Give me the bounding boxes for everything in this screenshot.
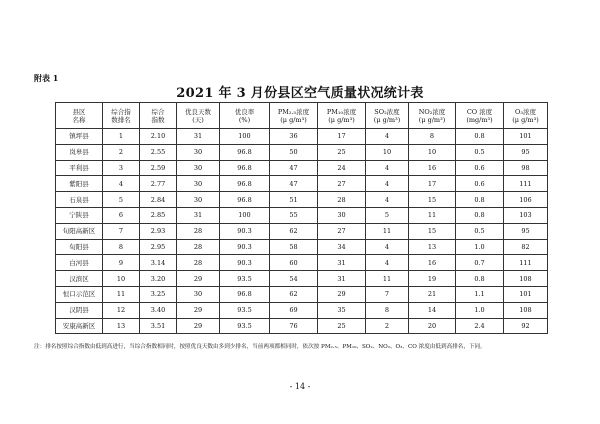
county-name-cell: 紫阳县 <box>56 176 103 192</box>
county-name-cell: 镇坪县 <box>56 129 103 145</box>
table-cell: 13 <box>103 318 140 334</box>
table-cell: 96.8 <box>220 176 270 192</box>
table-cell: 8 <box>409 129 456 145</box>
table-cell: 29 <box>177 271 220 287</box>
table-cell: 16 <box>409 255 456 271</box>
column-header-line1: O₃浓度 <box>515 107 536 116</box>
column-header-line1: PM₂.₅浓度 <box>277 107 310 116</box>
footnote: 注：排名按照综合指数由低到高进行，当综合指数相同时，按照优良天数由多到少排名，当前两项都相同时，依次按 PM₂.₅、PM₁₀、SO₂、NO₂、O₃、CO 浓度由低到高排名，下同。 <box>34 344 486 350</box>
table-cell: 8 <box>366 302 409 318</box>
table-cell: 30 <box>177 160 220 176</box>
table-cell: 30 <box>177 286 220 302</box>
table-cell: 96.8 <box>220 160 270 176</box>
column-header <box>366 103 409 129</box>
table-cell: 50 <box>270 144 318 160</box>
county-name-cell: 汉阴县 <box>56 302 103 318</box>
page-number: - 14 - <box>289 382 311 391</box>
appendix-label: 附表 1 <box>34 73 59 83</box>
table-cell: 96.8 <box>220 144 270 160</box>
table-cell: 103 <box>504 207 548 223</box>
table-cell: 9 <box>103 255 140 271</box>
column-header-line1: CO 浓度 <box>466 107 493 116</box>
table-row <box>56 192 548 208</box>
table-cell: 30 <box>177 176 220 192</box>
table-cell: 2.59 <box>140 160 177 176</box>
table-title: 2021 年 3 月份县区空气质量状况统计表 <box>176 86 424 101</box>
county-name-cell: 安康高新区 <box>56 318 103 334</box>
column-header-line2: 指数 <box>151 115 165 124</box>
header-row <box>56 103 548 129</box>
table-cell: 47 <box>270 160 318 176</box>
table-cell: 2.85 <box>140 207 177 223</box>
table-cell: 28 <box>177 239 220 255</box>
table-cell: 0.8 <box>456 129 504 145</box>
table-cell: 15 <box>409 223 456 239</box>
table-cell: 0.5 <box>456 144 504 160</box>
table-cell: 2.55 <box>140 144 177 160</box>
column-header-line1: NO₂浓度 <box>418 107 446 116</box>
table-cell: 98 <box>504 160 548 176</box>
table-cell: 12 <box>103 302 140 318</box>
county-name-cell: 石泉县 <box>56 192 103 208</box>
table-cell: 31 <box>177 129 220 145</box>
table-cell: 11 <box>366 223 409 239</box>
table-cell: 1.1 <box>456 286 504 302</box>
table-row <box>56 302 548 318</box>
table-cell: 20 <box>409 318 456 334</box>
column-header-line2: (μ g/m³) <box>280 115 307 124</box>
county-name-cell: 平利县 <box>56 160 103 176</box>
county-name-cell: 恒口示范区 <box>56 286 103 302</box>
table-cell: 3.14 <box>140 255 177 271</box>
table-cell: 15 <box>409 192 456 208</box>
table-cell: 93.5 <box>220 271 270 287</box>
table-cell: 0.6 <box>456 176 504 192</box>
table-cell: 0.8 <box>456 271 504 287</box>
table-cell: 2.93 <box>140 223 177 239</box>
table-cell: 2.95 <box>140 239 177 255</box>
table-cell: 17 <box>318 129 366 145</box>
table-cell: 13 <box>409 239 456 255</box>
table-cell: 30 <box>318 207 366 223</box>
table-cell: 96.8 <box>220 286 270 302</box>
column-header-line1: 优良天数 <box>185 107 211 116</box>
table-cell: 4 <box>366 239 409 255</box>
table-row <box>56 271 548 287</box>
column-header <box>456 103 504 129</box>
table-cell: 24 <box>318 160 366 176</box>
table-cell: 31 <box>318 255 366 271</box>
table-row <box>56 318 548 334</box>
table-row <box>56 176 548 192</box>
table-cell: 14 <box>409 302 456 318</box>
table-cell: 1.0 <box>456 302 504 318</box>
column-header-line1: 综合指 <box>111 107 131 116</box>
table-cell: 3.40 <box>140 302 177 318</box>
column-header <box>103 103 140 129</box>
table-cell: 3.51 <box>140 318 177 334</box>
table-cell: 82 <box>504 239 548 255</box>
column-header-line1: 综合 <box>151 107 165 116</box>
table-cell: 31 <box>177 207 220 223</box>
table-cell: 29 <box>177 302 220 318</box>
column-header-line2: 数排名 <box>111 115 131 124</box>
table-cell: 2 <box>366 318 409 334</box>
table-cell: 101 <box>504 286 548 302</box>
table-cell: 3 <box>103 160 140 176</box>
table-cell: 34 <box>318 239 366 255</box>
column-header-line2: (μ g/m³) <box>512 115 539 124</box>
column-header <box>220 103 270 129</box>
table-cell: 10 <box>409 144 456 160</box>
table-cell: 25 <box>318 318 366 334</box>
table-cell: 101 <box>504 129 548 145</box>
table-cell: 69 <box>270 302 318 318</box>
table-cell: 6 <box>103 207 140 223</box>
table-cell: 19 <box>409 271 456 287</box>
table-row <box>56 223 548 239</box>
table-cell: 11 <box>409 207 456 223</box>
table-cell: 8 <box>103 239 140 255</box>
table-cell: 7 <box>103 223 140 239</box>
table-cell: 2.77 <box>140 176 177 192</box>
table-cell: 111 <box>504 176 548 192</box>
table-cell: 30 <box>177 144 220 160</box>
table-cell: 93.5 <box>220 318 270 334</box>
table-cell: 62 <box>270 286 318 302</box>
table-cell: 1.0 <box>456 239 504 255</box>
table-row <box>56 286 548 302</box>
table-cell: 11 <box>366 271 409 287</box>
table-cell: 54 <box>270 271 318 287</box>
table-cell: 4 <box>103 176 140 192</box>
table-cell: 90.3 <box>220 255 270 271</box>
column-header-line1: SO₂浓度 <box>374 107 400 116</box>
table-cell: 4 <box>366 255 409 271</box>
table-row <box>56 239 548 255</box>
table-cell: 7 <box>366 286 409 302</box>
table-cell: 29 <box>177 318 220 334</box>
table-cell: 11 <box>103 286 140 302</box>
table-cell: 0.6 <box>456 160 504 176</box>
column-header-line1: PM₁₀浓度 <box>326 107 357 116</box>
table-cell: 10 <box>103 271 140 287</box>
table-cell: 2.4 <box>456 318 504 334</box>
table-cell: 0.7 <box>456 255 504 271</box>
table-cell: 95 <box>504 223 548 239</box>
column-header-line2: (天) <box>192 115 204 124</box>
table-cell: 96.8 <box>220 192 270 208</box>
table-cell: 2.10 <box>140 129 177 145</box>
table-cell: 47 <box>270 176 318 192</box>
table-cell: 0.8 <box>456 192 504 208</box>
table-cell: 0.8 <box>456 207 504 223</box>
table-cell: 62 <box>270 223 318 239</box>
table-cell: 1 <box>103 129 140 145</box>
table-cell: 35 <box>318 302 366 318</box>
column-header-line2: (μ g/m³) <box>328 115 355 124</box>
table-cell: 4 <box>366 192 409 208</box>
table-cell: 90.3 <box>220 223 270 239</box>
table-cell: 31 <box>318 271 366 287</box>
table-cell: 28 <box>177 223 220 239</box>
table-cell: 55 <box>270 207 318 223</box>
table-row <box>56 160 548 176</box>
column-header-line2: (mg/m³) <box>466 115 493 124</box>
table-cell: 95 <box>504 144 548 160</box>
table-row <box>56 144 548 160</box>
table-cell: 10 <box>366 144 409 160</box>
county-name-cell: 旬阳县 <box>56 239 103 255</box>
table-cell: 16 <box>409 160 456 176</box>
county-name-cell: 旬阳高新区 <box>56 223 103 239</box>
column-header-line2: 名称 <box>72 115 86 124</box>
table-cell: 28 <box>177 255 220 271</box>
table-cell: 92 <box>504 318 548 334</box>
table-cell: 5 <box>366 207 409 223</box>
county-name-cell: 汉滨区 <box>56 271 103 287</box>
table-cell: 4 <box>366 129 409 145</box>
table-row <box>56 255 548 271</box>
column-header-line2: (μ g/m³) <box>418 115 446 124</box>
table-cell: 108 <box>504 302 548 318</box>
table-cell: 27 <box>318 176 366 192</box>
column-header-line2: (μ g/m³) <box>373 115 401 124</box>
table-cell: 25 <box>318 144 366 160</box>
table-cell: 90.3 <box>220 239 270 255</box>
table-cell: 100 <box>220 129 270 145</box>
table-cell: 100 <box>220 207 270 223</box>
column-header <box>504 103 548 129</box>
county-name-cell: 白河县 <box>56 255 103 271</box>
table-cell: 29 <box>318 286 366 302</box>
table-cell: 17 <box>409 176 456 192</box>
table-cell: 60 <box>270 255 318 271</box>
column-header <box>270 103 318 129</box>
table-cell: 51 <box>270 192 318 208</box>
table-cell: 76 <box>270 318 318 334</box>
table-body <box>56 129 548 334</box>
table-cell: 58 <box>270 239 318 255</box>
column-header <box>140 103 177 129</box>
table-cell: 2.84 <box>140 192 177 208</box>
table-cell: 106 <box>504 192 548 208</box>
county-name-cell: 岚皋县 <box>56 144 103 160</box>
county-name-cell: 宁陕县 <box>56 207 103 223</box>
table-cell: 3.20 <box>140 271 177 287</box>
column-header-line1: 县区 <box>72 107 86 116</box>
table-cell: 4 <box>366 160 409 176</box>
table-cell: 28 <box>318 192 366 208</box>
table-row <box>56 207 548 223</box>
table-cell: 5 <box>103 192 140 208</box>
column-header-line1: 优良率 <box>234 107 255 116</box>
column-header <box>318 103 366 129</box>
table-cell: 30 <box>177 192 220 208</box>
column-header <box>177 103 220 129</box>
column-header <box>409 103 456 129</box>
table-cell: 4 <box>366 176 409 192</box>
table-cell: 0.5 <box>456 223 504 239</box>
table-cell: 21 <box>409 286 456 302</box>
air-quality-table <box>55 102 548 334</box>
table-cell: 111 <box>504 255 548 271</box>
column-header-line2: (%) <box>238 115 251 124</box>
table-cell: 2 <box>103 144 140 160</box>
table-cell: 3.25 <box>140 286 177 302</box>
column-header <box>56 103 103 129</box>
table-row <box>56 129 548 145</box>
table-cell: 36 <box>270 129 318 145</box>
table-cell: 108 <box>504 271 548 287</box>
table-cell: 93.5 <box>220 302 270 318</box>
table-cell: 27 <box>318 223 366 239</box>
